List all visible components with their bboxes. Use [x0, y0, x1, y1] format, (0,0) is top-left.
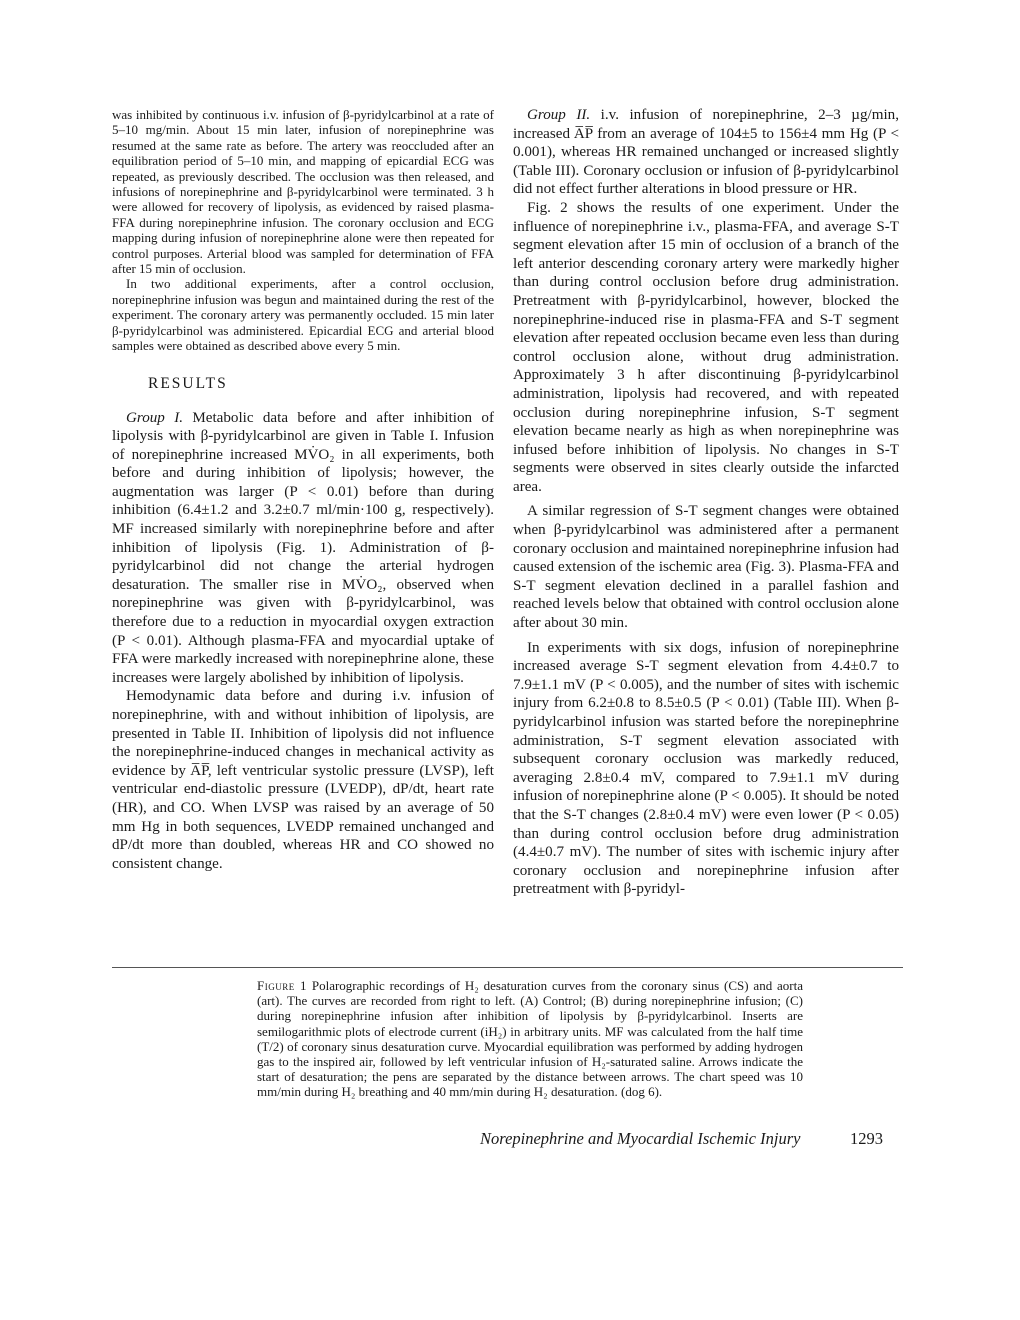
methods-paragraph: In two additional experiments, after a control occlusion, norepinephrine infusion was begun and maintained during the rest of the experiment. The coronary artery was permanently occluded. 15 min later β-pyridylcarbinol was administered. Epicardial ECG and arterial blood samples were obtained as described above every 5 min.: [112, 276, 494, 354]
running-title: Norepinephrine and Myocardial Ischemic Injury: [480, 1129, 801, 1148]
figure-caption-text: Polarographic recordings of H₂ desaturation curves from the coronary sinus (CS) and aorta (art). The curves are recorded from right to left. (A) Control; (B) during norepinephrine infusion; (C) during norepinephrine infusion after inhibition of lipolysis by β-pyridylcarbinol. Inserts are semilogarithmic plots of electrode current (iH₂) in arbitrary units. MF was calculated from the half time (T/2) of coronary sinus desaturation curve. Myocardial equilibration was performed by adding hydrogen gas to the inspired air, followed by left ventricular infusion of H₂-saturated saline. Arrows indicate the start of desaturation; the pens are separated by the distance between arrows. The chart speed was 10 mm/min during H₂ breathing and 40 mm/min during H₂ desaturation. (dog 6).: [257, 978, 803, 1100]
six-dogs-paragraph: In experiments with six dogs, infusion of norepinephrine increased average S-T segment elevation from 4.4±0.7 to 7.9±1.1 mV (P < 0.005), and the number of sites with ischemic injury from 6.2±0.8 to 8.5±0.5 (P < 0.01) (Table III). When β-pyridylcarbinol infusion was started before the norepinephrine administration, S-T segment elevation associated with subsequent coronary occlusion was markedly reduced, averaging 2.8±0.4 mV, compared to 7.9±1.1 mV during infusion of norepinephrine alone (P < 0.005). It should be noted that the S-T changes (2.8±0.4 mV) were even lower (P < 0.05) than during control occlusion before drug administration (4.4±0.7 mV). The number of sites with ischemic injury after coronary occlusion and norepinephrine infusion after pretreatment with β-pyridyl-: [513, 639, 899, 898]
figure-label: Figure 1: [257, 978, 308, 993]
page-footer: [480, 1129, 900, 1151]
figure-2-paragraph: Fig. 2 shows the results of one experiment. Under the influence of norepinephrine i.v., plasma-FFA, and average S-T segment elevation after 15 min of occlusion of a branch of the left anterior descending coronary artery were markedly higher than during control occlusion before drug administration. Pretreatment with β-pyridylcarbinol, however, blocked the norepinephrine-induced rise in plasma-FFA and S-T segment elevation after repeated occlusion became even less than during control occlusion alone, without drug administration. Approximately 3 h after discontinuing β-pyridylcarbinol administration, lipolysis had recovered, and with repeated occlusion during norepinephrine infusion, S-T segment elevation became nearly as high as when norepinephrine was infused before inhibition of lipolysis. No changes in S-T segments were observed in sites clearly outside the infarcted area.: [513, 199, 899, 495]
group-1-metabolic-paragraph: [112, 409, 494, 688]
page-number: 1293: [850, 1129, 883, 1148]
results-heading: RESULTS: [148, 374, 228, 392]
figure-3-paragraph: A similar regression of S-T segment changes were obtained when β-pyridylcarbinol was administered after a permanent coronary occlusion and maintained norepinephrine infusion had caused extension of the ischemic area (Fig. 3). Plasma-FFA and S-T segment elevation declined in a parallel fashion and reached levels below that obtained with control occlusion alone after about 30 min.: [513, 503, 899, 632]
left-column: [112, 107, 494, 873]
group-1-hemodynamic-paragraph: Hemodynamic data before and during i.v. infusion of norepinephrine, with and without inhibition of lipolysis, are presented in Table II. Inhibition of lipolysis did not influence the norepinephrine-induced changes in mechanical activity as evidence by A̅P̅, left ventricular systolic pressure (LVSP), left ventricular end-diastolic pressure (LVEDP), dP/dt, heart rate (HR), and CO. When LVSP was raised by an average of 50 mm Hg in both sequences, LVEDP remained unchanged and dP/dt more than doubled, whereas HR and CO showed no consistent change.: [112, 688, 494, 872]
group-1-text: Metabolic data before and after inhibition of lipolysis with β-pyridylcarbinol are given in Table I. Infusion of norepinephrine increased MV̇O₂ in all experiments, both before and during inhibition of lipolysis; however, the augmentation was larger (P < 0.01) before than during inhibition (6.4±1.2 and 3.2±0.7 ml/min·100 g, respectively). MF increased similarly with norepinephrine before and after inhibition of lipolysis (Fig. 1). Administration of β-pyridylcarbinol did not change the arterial hydrogen desaturation. The smaller rise in MV̇O₂, observed when norepinephrine was given with β-pyridylcarbinol, was therefore due to a reduction in myocardial oxygen extraction (P < 0.01). Although plasma-FFA and myocardial uptake of FFA were markedly increased with norepinephrine alone, these increases were largely abolished by inhibition of lipolysis.: [112, 409, 494, 686]
group-2-text: i.v. infusion of norepinephrine, 2–3 µg/min, increased A̅P̅ from an average of 104±5 to 156±4 mm Hg (P < 0.001), whereas HR remained unchanged or increased slightly (Table III). Coronary occlusion or infusion of β-pyridylcarbinol did not effect further alterations in blood pressure or HR.: [513, 107, 899, 198]
group-2-label: Group II.: [527, 107, 591, 123]
group-2-intro-paragraph: [513, 106, 899, 199]
group-1-label: Group I.: [126, 409, 183, 426]
methods-paragraph: was inhibited by continuous i.v. infusion of β-pyridylcarbinol at a rate of 5–10 mg/min. About 15 min later, infusion of norepinephrine was resumed at the same rate as before. The artery was reoccluded after an equilibration period of 5–10 min, and mapping of epicardial ECG was repeated, as previously described. The occlusion was then released, and infusions of norepinephrine and β-pyridylcarbinol were terminated. 3 h were allowed for recovery of lipolysis, as evidenced by raised plasma-FFA during norepinephrine infusion. The coronary occlusion and ECG mapping during infusion of norepinephrine alone were then repeated for control purposes. Arterial blood was sampled for determination of FFA after 15 min of occlusion.: [112, 107, 494, 277]
right-column: [513, 106, 899, 899]
figure-1-caption: [257, 978, 803, 1100]
caption-divider: [112, 967, 903, 968]
